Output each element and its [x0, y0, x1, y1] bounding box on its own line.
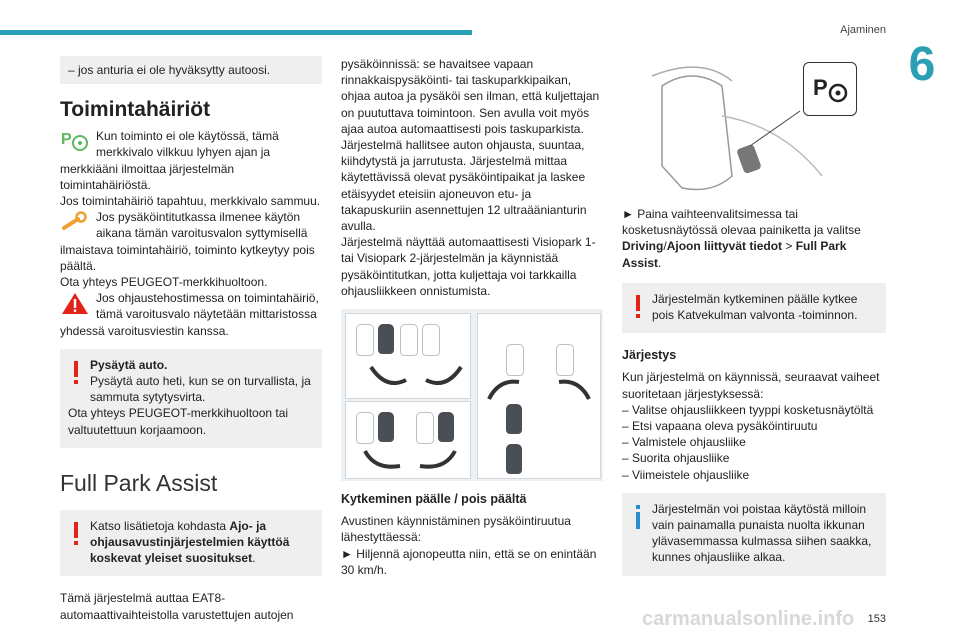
visiopark-paragraph: Järjestelmä näyttää automaattisesti Visiopark 1- tai Visiopark 2-järjestelmän ja käynnistää pysäköintitutkan, jotta kuljettaja voi tarkkailla ohjausliikkeen onnistumista.: [341, 235, 596, 298]
list-item: – Valitse ohjausliikkeen tyyppi kosketusnäytöltä: [622, 402, 874, 417]
section-title: Ajaminen: [840, 24, 886, 36]
stop-box: [60, 349, 322, 448]
malfunction-text: Kun toiminto ei ole käytössä, tämä merkkivalo vilkkuu lyhyen ajan ja merkkiääni ilmoittaa järjestelmän toimintahäiriöstä.: [60, 129, 279, 192]
steps-list: [622, 402, 886, 483]
stop-title: Pysäytä auto.: [90, 357, 168, 372]
list-item: – Viimeistele ohjausliike: [622, 467, 750, 482]
warning-triangle-icon: [60, 290, 90, 316]
svg-text:P: P: [61, 131, 72, 149]
description-paragraph: pysäköinnissä: se havaitsee vapaan rinnakkaispysäköinti- tai taskuparkkipaikan, ohjaa autoa ja pysäköi sen ilman, että kuljettajan on puututtava toimintoon. Sen avulla voit myös ajaa autoa automaattisesti pois taskuparkista.: [341, 57, 600, 136]
note-link-text: Ajo- ja ohjausavustinjärjestelmien käyttöä koskevat yleiset suositukset: [90, 518, 290, 566]
list-item: – Etsi vapaana oleva pysäköintiruutu: [622, 419, 818, 434]
blind-spot-warning-text: Järjestelmän kytkeminen päälle kytkee pois Katvekulman valvonta -toiminnon.: [652, 291, 858, 323]
on-off-heading: Kytkeminen päälle / pois päältä: [341, 492, 527, 507]
watermark: carmanualsonline.info: [642, 608, 855, 630]
intro-note-box: [60, 56, 322, 84]
system-paragraph: Järjestelmä hallitsee auton ohjausta, suuntaa, kiihdytystä ja jarrutusta. Järjestelmä mittaa käytettävissä olevat pysäköintipaikat ja laskee etäisyydet eteisiin ajoneuvon etu- ja takapuskuriin asennettujen 12 ultraäänianturin avulla.: [341, 138, 587, 234]
info-text: Järjestelmän voi poistaa käytöstä milloin vain painamalla punaista nuolta ikkunan ylävasemmassa kulmassa siihen saakka, kunnes ohjausliike alkaa.: [652, 501, 872, 565]
column-1: [60, 56, 322, 623]
full-park-assist-heading: Full Park Assist: [60, 469, 218, 496]
page-number: 153: [867, 613, 886, 625]
menu-end: .: [658, 255, 662, 270]
stop-text: Pysäytä auto heti, kun se on turvallista, ja sammuta sytytysvirta.: [90, 374, 311, 405]
menu-driving-info: Ajoon liittyvät tiedot: [666, 239, 783, 254]
intro-paragraph: Tämä järjestelmä auttaa EAT8-automaattivaihteistolla varustettujen autojen: [60, 591, 294, 622]
svg-text:P: P: [813, 75, 828, 100]
intro-note-text: – jos anturia ei ole hyväksytty autoosi.: [68, 63, 271, 77]
panel-bay-in: [345, 401, 471, 479]
panel-exit: [477, 313, 601, 479]
steering-warning-text: Jos ohjaustehostimessa on toimintahäiriö, tämä varoitusvalo näytetään mittaristossa yhdessä varoitusviestin kanssa.: [60, 291, 319, 338]
activation-text: Avustinen käynnistäminen pysäköintiruutua lähestyttäessä:: [341, 514, 571, 545]
wrench-text: Jos pysäköintitutkassa ilmenee käytön aikana tämän varoitusvalon syttymisellä ilmaistava toimintahäiriö, toiminto kytkeytyy pois päältä.: [60, 210, 315, 273]
park-assist-green-icon: [60, 128, 90, 154]
column-3: [622, 56, 886, 576]
note-prefix: Katso lisätietoja kohdasta: [90, 518, 230, 533]
header-accent-bar: [0, 30, 472, 35]
exclamation-icon: [630, 293, 646, 323]
reference-note-box: [60, 510, 322, 577]
menu-driving: Driving: [622, 239, 664, 254]
parking-manoeuvres-illustration: [341, 309, 603, 481]
steps-heading: Järjestys: [622, 348, 677, 363]
panel-parallel-in: [345, 313, 471, 399]
malfunction-text-2: Jos toimintahäiriö tapahtuu, merkkivalo sammuu.: [60, 194, 321, 209]
wrench-paragraph: [60, 209, 322, 274]
exclamation-icon: [68, 359, 84, 389]
activate-text: ► Paina vaihteenvalitsimessa tai kosketusnäytössä olevaa painiketta ja valitse: [622, 207, 861, 238]
column-2: [341, 56, 603, 578]
malfunction-paragraph: [60, 128, 322, 193]
list-item: – Suorita ohjausliike: [622, 451, 730, 466]
wrench-icon: [60, 209, 90, 235]
park-assist-button[interactable]: [803, 62, 857, 116]
reference-note-text: [68, 518, 314, 567]
note-suffix: .: [252, 551, 256, 566]
exclamation-icon: [68, 520, 84, 550]
info-box: [622, 493, 886, 576]
chapter-number: 6: [908, 38, 936, 91]
stop-body: [68, 373, 314, 405]
info-icon: [630, 503, 646, 533]
activate-instruction: [622, 206, 886, 271]
park-assist-icon: [804, 63, 856, 115]
steps-intro: Kun järjestelmä on käynnissä, seuraavat vaiheet suoritetaan järjestyksessä:: [622, 370, 880, 401]
menu-full-park-assist: Full Park Assist: [622, 239, 847, 270]
menu-separator: /: [663, 239, 667, 254]
speed-instruction: ► Hiljennä ajonopeutta niin, että se on enintään 30 km/h.: [341, 546, 597, 577]
steering-warning-paragraph: [60, 290, 322, 339]
blind-spot-warning-box: [622, 283, 886, 333]
contact-text: Ota yhteys PEUGEOT-merkkihuoltoon.: [60, 275, 268, 290]
gear-selector-illustration: [622, 56, 886, 196]
stop-text-2: Ota yhteys PEUGEOT-merkkihuoltoon tai valtuutettuun korjaamoon.: [68, 406, 289, 437]
list-item: – Valmistele ohjausliike: [622, 435, 746, 450]
menu-arrow: >: [782, 239, 796, 254]
section-heading: Toimintahäiriöt: [60, 98, 211, 122]
